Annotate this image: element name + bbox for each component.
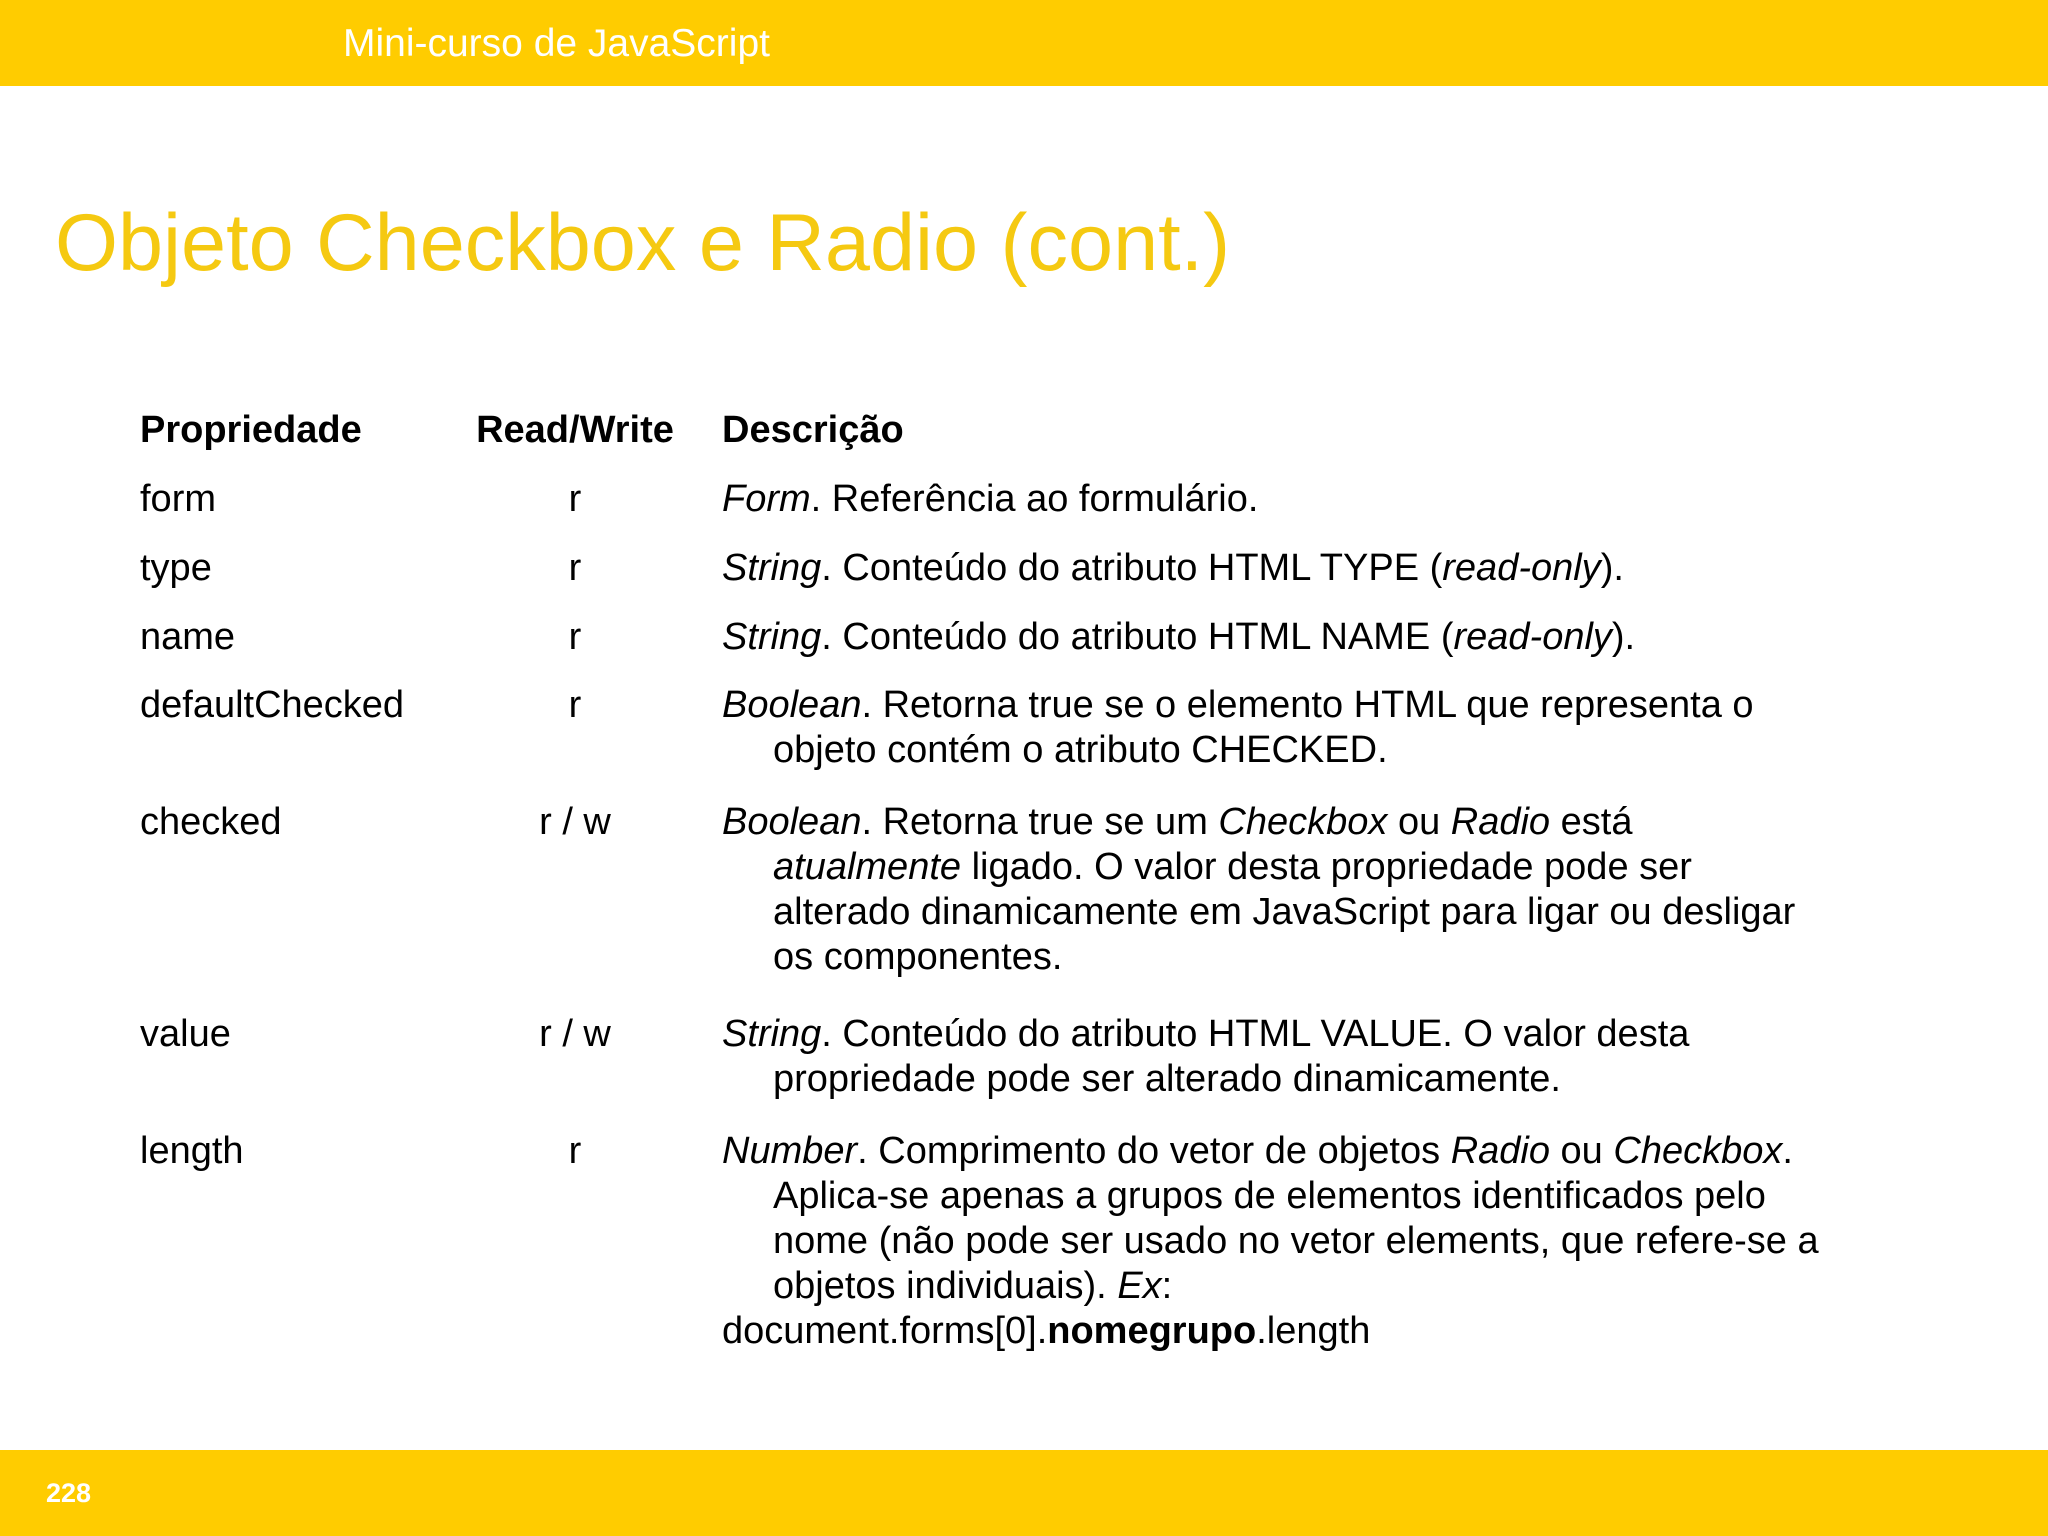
description-text: ). <box>1600 547 1624 589</box>
column-header-property: Propriedade <box>140 409 362 451</box>
description-line <box>722 800 1795 845</box>
description-text: . Retorna true se um <box>861 801 1219 843</box>
description-line <box>722 1129 1819 1174</box>
footer-bar <box>0 1450 2048 1536</box>
description-text: String <box>722 1013 822 1055</box>
row-property-length: length <box>140 1130 244 1172</box>
course-title: Mini-curso de JavaScript <box>343 22 770 65</box>
description-text: . Retorna true se o elemento HTML que representa o <box>861 684 1754 726</box>
description-text: : <box>1161 1265 1173 1307</box>
description-text: Boolean <box>722 684 862 726</box>
description-line <box>722 935 1795 980</box>
description-line <box>722 615 1635 660</box>
description-text: alterado dinamicamente em JavaScript para ligar ou desligar <box>773 891 1796 933</box>
description-text: . Conteúdo do atributo HTML NAME ( <box>821 616 1454 658</box>
row-property-name: name <box>140 616 236 658</box>
row-description-type <box>722 546 1624 591</box>
row-description-name <box>722 615 1635 660</box>
description-text: Checkbox <box>1218 801 1388 843</box>
description-text: nomegrupo <box>1047 1310 1257 1352</box>
description-text: document.forms[0]. <box>722 1310 1048 1352</box>
description-text: os componentes. <box>773 936 1063 978</box>
row-rw-defaultchecked: r <box>568 684 582 726</box>
description-line <box>722 1264 1819 1309</box>
description-text: objeto contém o atributo CHECKED. <box>773 729 1388 771</box>
row-description-value <box>722 1012 1689 1102</box>
page-number: 228 <box>46 1478 92 1508</box>
column-header-read-write: Read/Write <box>476 409 674 451</box>
description-text: Number <box>722 1130 858 1172</box>
description-text: . Conteúdo do atributo HTML VALUE. O valor desta <box>821 1013 1690 1055</box>
description-text: Radio <box>1450 1130 1550 1172</box>
row-rw-value: r / w <box>539 1013 611 1055</box>
description-text: ou <box>1549 1130 1614 1172</box>
description-text: Boolean <box>722 801 862 843</box>
description-line <box>722 477 1258 522</box>
row-rw-checked: r / w <box>539 801 611 843</box>
description-text: . Referência ao formulário. <box>810 478 1259 520</box>
description-line <box>722 1174 1819 1219</box>
description-text: String <box>722 616 822 658</box>
description-text: nome (não pode ser usado no vetor elements, que refere-se a <box>773 1220 1819 1262</box>
row-property-value: value <box>140 1013 231 1055</box>
description-line <box>722 1057 1689 1102</box>
row-rw-name: r <box>568 616 582 658</box>
description-line <box>722 1012 1689 1057</box>
description-line <box>722 845 1795 890</box>
description-text: atualmente <box>773 846 962 888</box>
row-property-defaultchecked: defaultChecked <box>140 684 405 726</box>
description-text: objetos individuais). <box>773 1265 1118 1307</box>
description-text: está <box>1550 801 1633 843</box>
description-line <box>722 728 1754 773</box>
row-description-form <box>722 477 1258 522</box>
description-text: propriedade pode ser alterado dinamicamente. <box>773 1058 1561 1100</box>
row-rw-form: r <box>568 478 582 520</box>
description-text: .length <box>1256 1310 1371 1352</box>
description-text: Aplica-se apenas a grupos de elementos identificados pelo <box>773 1175 1766 1217</box>
description-text: ligado. O valor desta propriedade pode ser <box>961 846 1692 888</box>
row-rw-length: r <box>568 1130 582 1172</box>
description-text: . <box>1782 1130 1793 1172</box>
description-text: read-only <box>1453 616 1612 658</box>
description-text: read-only <box>1442 547 1601 589</box>
description-text: Checkbox <box>1613 1130 1783 1172</box>
row-description-length <box>722 1129 1819 1354</box>
description-text: . Comprimento do vetor de objetos <box>857 1130 1451 1172</box>
description-line <box>722 683 1754 728</box>
row-property-form: form <box>140 478 216 520</box>
row-property-type: type <box>140 547 212 589</box>
slide-title: Objeto Checkbox e Radio (cont.) <box>55 198 1231 288</box>
row-rw-type: r <box>568 547 582 589</box>
description-text: Radio <box>1450 801 1551 843</box>
description-text: ). <box>1611 616 1636 658</box>
row-property-checked: checked <box>140 801 282 843</box>
description-text: Form <box>722 478 811 520</box>
description-text: . Conteúdo do atributo HTML TYPE ( <box>821 547 1443 589</box>
row-description-defaultchecked <box>722 683 1754 773</box>
description-line <box>722 1219 1819 1264</box>
column-header-description: Descrição <box>722 409 904 451</box>
row-description-checked <box>722 800 1795 980</box>
description-text: String <box>722 547 822 589</box>
description-text: ou <box>1387 801 1451 843</box>
description-text: Ex <box>1117 1265 1162 1307</box>
description-line <box>722 890 1795 935</box>
description-line <box>722 1309 1819 1354</box>
description-line <box>722 546 1624 591</box>
